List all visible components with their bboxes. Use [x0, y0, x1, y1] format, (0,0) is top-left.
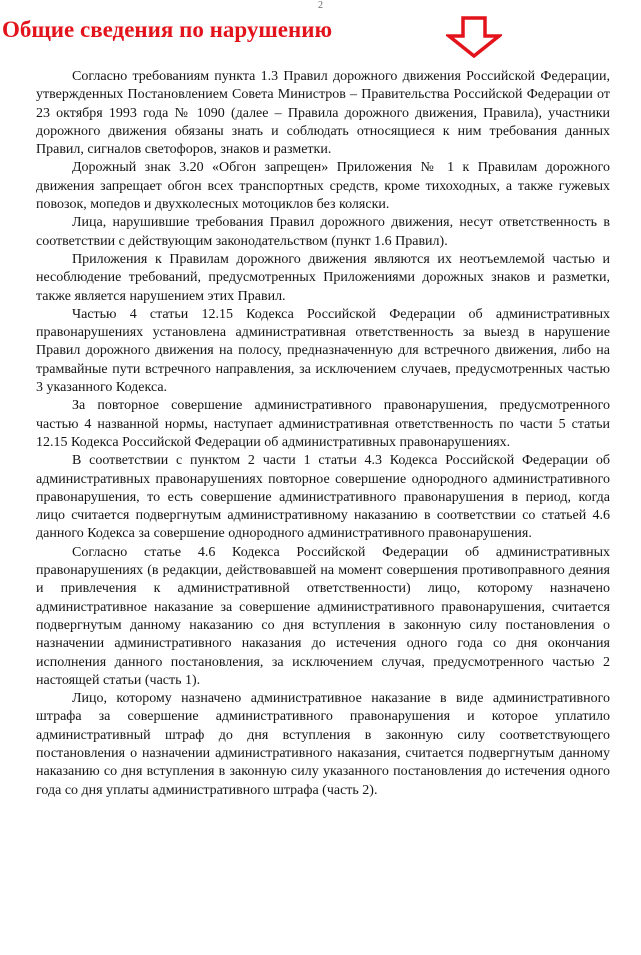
paragraph-article-4-6-part-1: Согласно статье 4.6 Кодекса Российской Федерации об административных правонарушениях (в редакции, действовавшей на момент совершения противоправного деяния и привлечения к административной ответственности) лицо, которому назначено административное наказание за совершение административного правонарушения, считается подвергнутым данному наказанию со дня вступления в законную силу постановления о назначении административного наказания до истечения одного года со дня окончания исполнения данного постановления, за исключением случая, предусмотренного частью 2 настоящей статьи (часть 1). [36, 544, 610, 688]
paragraph-repeat-offense: За повторное совершение административного правонарушения, предусмотренного частью 4 названной нормы, наступает административная ответственность по части 5 статьи 12.15 Кодекса Российской Федерации об административных правонарушениях. [36, 398, 610, 450]
down-arrow-icon [446, 16, 502, 58]
paragraph-sign-3-20: Дорожный знак 3.20 «Обгон запрещен» Приложения № 1 к Правилам дорожного движения запрещает обгон всех транспортных средств, кроме тихоходных, а также гужевых повозок, мопедов и двухколесных мотоциклов без коляски. [36, 160, 610, 213]
paragraph-article-12-15-part-4: Частью 4 статьи 12.15 Кодекса Российской Федерации об административных правонарушениях установлена административная ответственность за выезд в нарушение Правил дорожного движения на полосу, предназначенную для встречного движения, либо на трамвайные пути встречного направления, за исключением случаев, предусмотренных частью 3 указанного Кодекса. [36, 306, 610, 396]
paragraph-traffic-rules: Согласно требованиям пункта 1.3 Правил дорожного движения Российской Федерации, утвержденных Постановлением Совета Министров – Правительства Российской Федерации от 23 октября 1993 года № 1090 (далее – Правила дорожного движения, Правила), участники дорожного движения обязаны знать и соблюдать относящиеся к ним требования данных Правил, сигналов светофоров, знаков и разметки. [36, 69, 610, 158]
document-body [36, 68, 610, 800]
paragraph-responsibility: Лица, нарушившие требования Правил дорожного движения, несут ответственность в соответствии с действующим законодательством (пункт 1.6 Правил). [36, 215, 610, 249]
scan-mark: 2 [318, 0, 323, 11]
paragraph-appendices: Приложения к Правилам дорожного движения являются их неотъемлемой частью и несоблюдение требований, предусмотренных Приложениями дорожных знаков и разметки, также является нарушением этих Правил. [36, 251, 610, 304]
paragraph-article-4-3: В соответствии с пунктом 2 части 1 статьи 4.3 Кодекса Российской Федерации об административных правонарушениях повторное совершение однородного административного правонарушения, то есть совершение административного правонарушения в период, когда лицо считается подвергнутым административному наказанию в соответствии со статьей 4.6 данного Кодекса за совершение однородного административного правонарушения. [36, 453, 610, 542]
down-arrow-shape [449, 18, 499, 56]
paragraph-article-4-6-part-2: Лицо, которому назначено административное наказание в виде административного штрафа за совершение административного правонарушения и которое уплатило административный штраф до дня вступления в законную силу соответствующего постановления о назначении административного наказания, считается подвергнутым данному наказанию со дня вступления в законную силу указанного постановления до истечения одного года со дня уплаты административного штрафа (часть 2). [36, 691, 610, 798]
page-title: Общие сведения по нарушению [2, 17, 333, 42]
